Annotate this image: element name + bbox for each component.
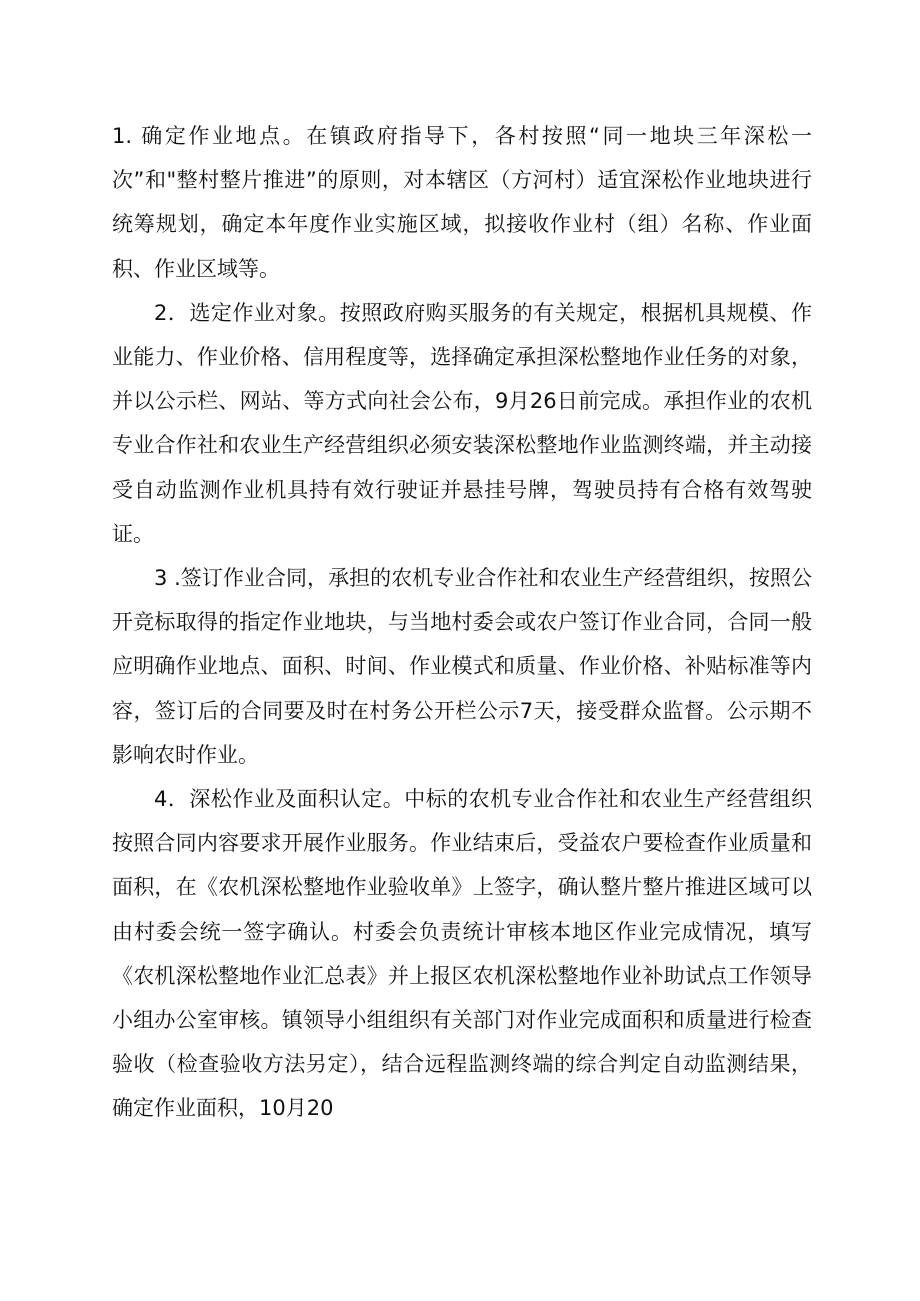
- paragraph-2-select-operator: 2．选定作业对象。按照政府购买服务的有关规定，根据机具规模、作业能力、作业价格、信用程度等，选择确定承担深松整地作业任务的对象，并以公示栏、网站、等方式向社会公布，9月26日前完成。承担作业的农机专业合作社和农业生产经营组织必须安装深松整地作业监测终端，并主动接受自动监测作业机具持有效行驶证并悬挂号牌，驾驶员持有合格有效驾驶证。: [112, 300, 812, 546]
- paragraph-4-area-verification: 4．深松作业及面积认定。中标的农机专业合作社和农业生产经营组织按照合同内容要求开展作业服务。作业结束后，受益农户要检查作业质量和面积，在《农机深松整地作业验收单》上签字，确认整片整片推进区域可以由村委会统一签字确认。村委会负责统计审核本地区作业完成情况，填写《农机深松整地作业汇总表》并上报区农机深松整地作业补助试点工作领导小组办公室审核。镇领导小组组织有关部门对作业完成面积和质量进行检查验收（检查验收方法另定），结合远程监测终端的综合判定自动监测结果，确定作业面积，10月20: [112, 787, 812, 1121]
- paragraph-3-sign-contract: 3 .签订作业合同，承担的农机专业合作社和农业生产经营组织，按照公开竞标取得的指定作业地块，与当地村委会或农户签订作业合同，合同一般应明确作业地点、面积、时间、作业模式和质量、作业价格、补贴标准等内容，签订后的合同要及时在村务公开栏公示7天，接受群众监督。公示期不影响农时作业。: [112, 566, 812, 767]
- paragraph-1-determine-location: 1. 确定作业地点。在镇政府指导下，各村按照“同一地块三年深松一次”和"整村整片推进”的原则，对本辖区（方河村）适宜深松作业地块进行统筹规划，确定本年度作业实施区域，拟接收作业村（组）名称、作业面积、作业区域等。: [112, 124, 812, 281]
- document-body: [112, 114, 812, 1131]
